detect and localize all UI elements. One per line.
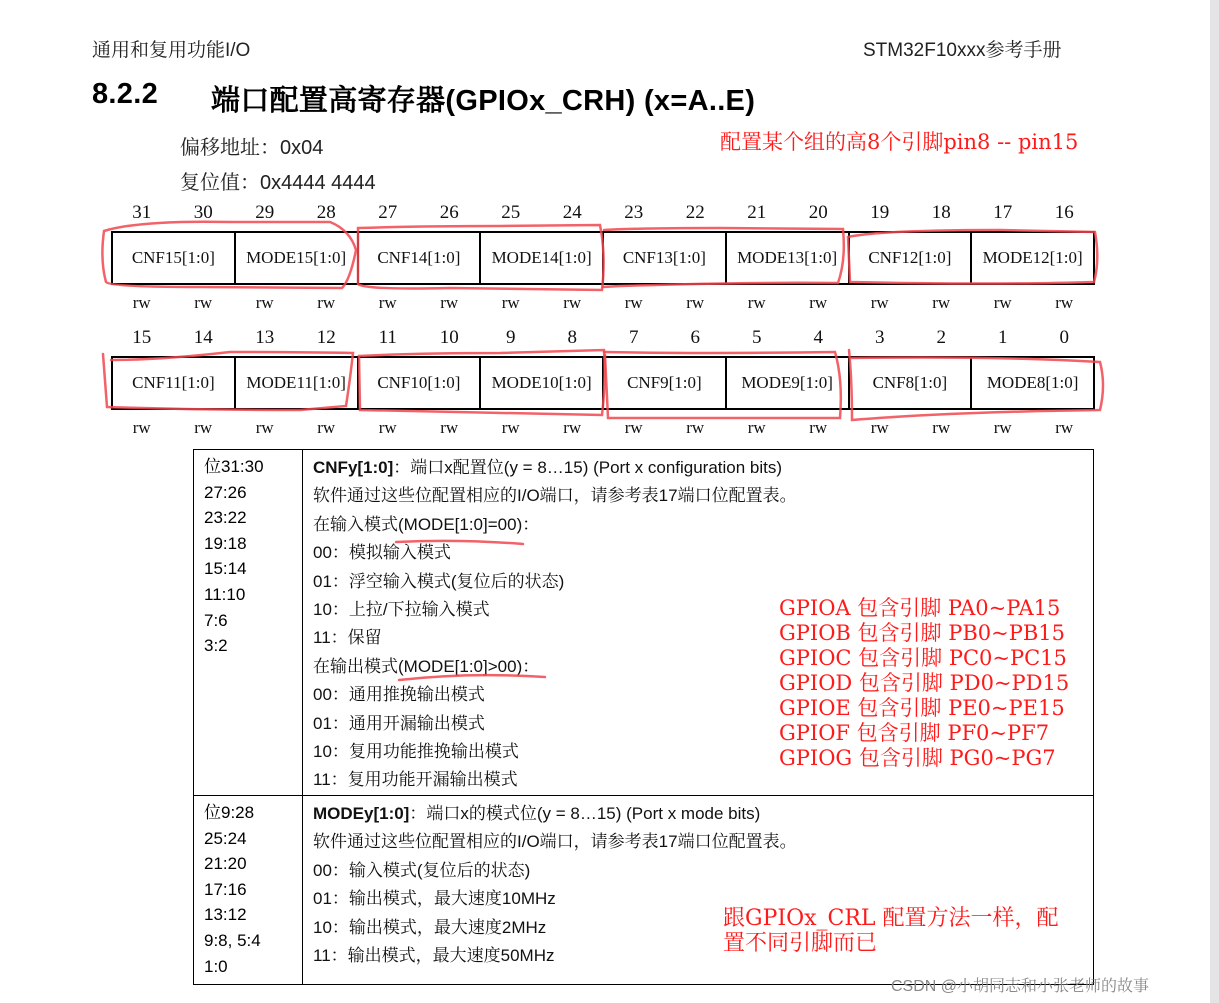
access-type: rw [747,418,766,437]
field-mode10: MODE10[1:0] [481,358,604,408]
desc-line: 软件通过这些位配置相应的I/O端口，请参考表17端口位配置表。 [313,832,797,852]
access-type: rw [686,418,705,437]
scrollbar-track[interactable] [1210,0,1219,1003]
field-mode14: MODE14[1:0] [481,233,604,283]
gpio-line: GPIOD 包含引脚 PD0~PD15 [779,671,1070,695]
bit-range: 19:18 [204,533,247,553]
bit-number: 1 [998,327,1008,348]
desc-line: 00：通用推挽输出模式 [313,685,485,705]
access-type: rw [317,293,336,312]
bit-number: 10 [439,327,459,348]
bit-range: 3:2 [204,636,228,656]
access-type: rw [993,418,1012,437]
desc-line: 00：模拟输入模式 [313,543,451,563]
access-type: rw [132,418,151,437]
bit-number: 12 [316,327,336,348]
access-type: rw [624,418,643,437]
field-mode12: MODE12[1:0] [982,248,1083,267]
bit-number: 0 [1059,327,1069,348]
bit-number: 20 [808,202,828,223]
bit-number: 19 [870,202,890,223]
bit-number: 9 [506,327,516,348]
bit-numbers-upper [111,202,1095,224]
field-cnf14: CNF14[1:0] [359,233,482,283]
offset-value: 0x04 [280,137,324,159]
bit-number: 25 [501,202,521,223]
access-type: rw [1055,293,1074,312]
access-type: rw [993,293,1012,312]
gpio-line: GPIOB 包含引脚 PB0~PB15 [779,621,1066,645]
access-type: rw [194,293,213,312]
bit-number: 4 [813,327,823,348]
bit-number: 8 [567,327,577,348]
access-type: rw [624,293,643,312]
register-fields-lower [111,356,1095,410]
access-type: rw [932,293,951,312]
access-type: rw [932,418,951,437]
field-cnf13: CNF13[1:0] [604,233,727,283]
field-cnf9: CNF9[1:0] [604,358,727,408]
bit-number: 7 [629,327,639,348]
access-type: rw [440,293,459,312]
access-type: rw [686,293,705,312]
section-number: 8.2.2 [92,78,158,110]
field-mode11: MODE11[1:0] [236,358,359,408]
cnf-field-name: CNFy[1:0] [313,458,394,477]
gpio-line: GPIOA 包含引脚 PA0~PA15 [779,596,1061,620]
desc-line: 11：输出模式，最大速度50MHz [313,946,555,966]
access-upper [111,293,1095,313]
bit-numbers-lower [111,327,1095,349]
bit-number: 15 [132,327,152,348]
bit-number: 11 [378,327,397,348]
field-cnf8: CNF8[1:0] [850,358,973,408]
field-cnf12: CNF12[1:0] [850,233,973,283]
annotation-bottom-note [723,906,1059,956]
desc-line: 10：上拉/下拉输入模式 [313,600,490,620]
bit-range: 13:12 [204,905,247,925]
mode-bit-positions [194,796,303,984]
field-cnf11: CNF11[1:0] [113,358,236,408]
bit-range: 1:0 [204,956,228,976]
note-line: 置不同引脚而已 [723,931,878,956]
field-mode13: MODE13[1:0] [727,233,850,283]
cnf-title [313,454,1093,482]
access-type: rw [870,293,889,312]
access-type: rw [501,418,520,437]
bit-range: 9:8, 5:4 [204,930,261,950]
access-type: rw [501,293,520,312]
access-type: rw [563,418,582,437]
bit-number: 22 [685,202,705,223]
bit-number: 29 [255,202,275,223]
bit-number: 31 [132,202,152,223]
access-type: rw [194,418,213,437]
field-mode9: MODE9[1:0] [727,358,850,408]
reset-val: 0x4444 4444 [260,172,376,194]
bit-number: 16 [1054,202,1074,223]
mode-field-name: MODEy[1:0] [313,804,410,823]
reset-label: 复位值： [180,172,260,194]
bit-range: 15:14 [204,559,247,579]
desc-line: 11：保留 [313,628,382,648]
access-type: rw [1055,418,1074,437]
gpio-line: GPIOC 包含引脚 PC0~PC15 [779,646,1067,670]
header-chapter: 通用和复用功能I/O [92,40,251,61]
field-mode8: MODE8[1:0] [986,373,1079,392]
mode-title [313,800,1093,828]
access-lower [111,418,1095,438]
desc-line: 01：浮空输入模式(复位后的状态) [313,571,565,591]
register-fields-upper [111,231,1095,285]
reset-value [180,166,376,195]
bit-range: 7:6 [204,610,228,630]
bit-number: 2 [936,327,946,348]
access-type: rw [809,293,828,312]
access-type: rw [747,293,766,312]
bit-range: 27:26 [204,482,247,502]
mode-description-row [194,796,1093,985]
access-type: rw [255,418,274,437]
header-manual-title: STM32F10xxx参考手册 [863,40,1062,61]
cnf-field-desc: ：端口x配置位(y = 8…15) (Port x configuration bits) [393,458,783,477]
desc-line: 01：输出模式，最大速度10MHz [313,889,556,909]
bit-number: 18 [931,202,951,223]
note-line: 跟GPIOx_CRL 配置方法一样，配 [723,906,1059,931]
field-cnf10: CNF10[1:0] [359,358,482,408]
access-type: rw [378,418,397,437]
bit-number: 24 [562,202,582,223]
annotation-top-note: 配置某个组的高8个引脚pin8 -- pin15 [720,130,1079,154]
offset-label: 偏移地址： [180,137,280,159]
bit-number: 13 [255,327,275,348]
section-title: 端口配置高寄存器(GPIOx_CRH) (x=A..E) [211,85,756,117]
desc-line: 01：通用开漏输出模式 [313,713,485,733]
bit-number: 21 [747,202,767,223]
access-type: rw [870,418,889,437]
bit-range: 21:20 [204,854,247,874]
access-type: rw [132,293,151,312]
bit-number: 6 [690,327,700,348]
gpio-line: GPIOG 包含引脚 PG0~PG7 [779,746,1056,770]
bit-number: 26 [439,202,459,223]
cnf-bit-positions [194,450,303,795]
access-type: rw [317,418,336,437]
bit-range: 17:16 [204,879,247,899]
field-mode15: MODE15[1:0] [236,233,359,283]
bit-number: 28 [316,202,336,223]
bit-range: 25:24 [204,828,247,848]
bit-number: 17 [993,202,1013,223]
access-type: rw [563,293,582,312]
gpio-line: GPIOE 包含引脚 PE0~PE15 [779,696,1065,720]
bit-number: 5 [752,327,762,348]
access-type: rw [255,293,274,312]
bit-range: 位31:30 [204,457,264,476]
desc-line: 软件通过这些位配置相应的I/O端口，请参考表17端口位配置表。 [313,486,797,506]
bit-range: 位9:28 [204,803,255,822]
desc-line: 在输出模式(MODE[1:0]>00)： [313,656,540,676]
desc-line: 00：输入模式(复位后的状态) [313,860,531,880]
bit-range: 23:22 [204,508,247,528]
access-type: rw [440,418,459,437]
bit-number: 3 [875,327,885,348]
bit-number: 14 [193,327,213,348]
desc-line: 10：输出模式，最大速度2MHz [313,917,547,937]
gpio-line: GPIOF 包含引脚 PF0~PF7 [779,721,1050,745]
bit-number: 23 [624,202,644,223]
bit-range: 11:10 [204,584,246,604]
desc-line: 在输入模式(MODE[1:0]=00)： [313,514,540,534]
bit-number: 30 [193,202,213,223]
bit-number: 27 [378,202,398,223]
mode-field-desc: ：端口x的模式位(y = 8…15) (Port x mode bits) [409,804,761,823]
offset-address [180,131,323,160]
field-cnf15: CNF15[1:0] [113,233,236,283]
annotation-gpio-list [779,596,1069,771]
desc-line: 10：复用功能推挽输出模式 [313,742,519,762]
desc-line: 11：复用功能开漏输出模式 [313,770,518,790]
watermark: CSDN @小胡同志和小张老师的故事 [891,978,1150,995]
access-type: rw [378,293,397,312]
access-type: rw [809,418,828,437]
